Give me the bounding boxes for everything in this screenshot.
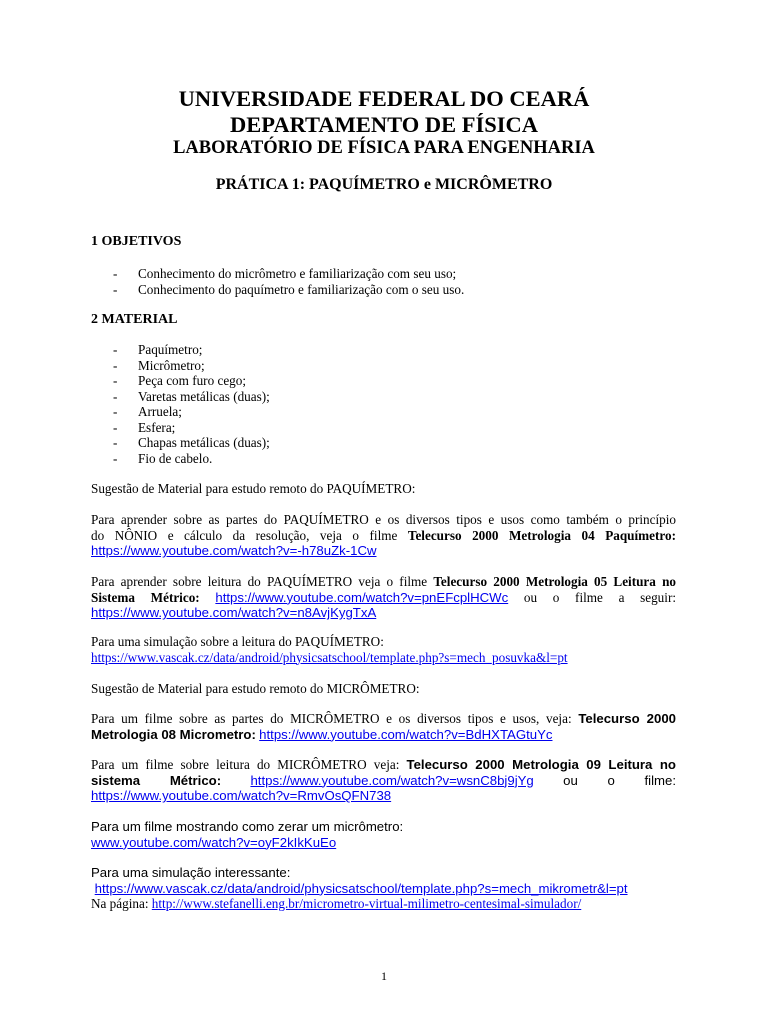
practice-title: PRÁTICA 1: PAQUÍMETRO e MICRÔMETRO	[215, 176, 553, 193]
paq-reading-tail: ou o filme a seguir:	[523, 589, 676, 605]
mic-reading-film-title: Telecurso 2000 Metrologia 09 Leitura no	[406, 757, 676, 772]
material-heading: 2 MATERIAL	[91, 312, 178, 327]
mic-parts-paragraph	[91, 711, 676, 742]
mic-reading-line	[91, 773, 676, 789]
paq-parts-film-title: Telecurso 2000 Metrologia 04 Paquímetro:	[407, 527, 677, 543]
mic-reading-film-title-end: sistema Métrico:	[91, 772, 222, 788]
paq-reading-paragraph	[91, 574, 676, 621]
mic-page-label: Na página:	[91, 896, 149, 911]
page-number: 1	[381, 969, 387, 983]
paq-parts-link[interactable]: https://www.youtube.com/watch?v=-h78uZk-1Cw	[91, 543, 377, 558]
list-item: - Arruela;	[113, 404, 270, 420]
mic-parts-text: Para um filme sobre as partes do MICRÔMETRO e os diversos tipos e usos, veja:	[91, 711, 572, 726]
mic-reading-line	[91, 757, 676, 773]
mic-reading-text: Para um filme sobre leitura do MICRÔMETRO veja:	[91, 757, 400, 772]
list-item: - Peça com furo cego;	[113, 373, 270, 389]
mic-parts-link[interactable]: https://www.youtube.com/watch?v=BdHXTAGtuYc	[259, 726, 553, 742]
paq-intro: Sugestão de Material para estudo remoto do PAQUÍMETRO:	[91, 481, 416, 496]
paq-simulation-link[interactable]: https://www.vascak.cz/data/android/physicsatschool/template.php?s=mech_posuvka&l=pt	[91, 649, 568, 665]
paq-simulation-paragraph	[91, 634, 676, 665]
paq-reading-film-title: Telecurso 2000 Metrologia 05 Leitura no	[433, 574, 676, 589]
paq-parts-line	[91, 528, 676, 544]
mic-parts-film-title-end: Metrologia 08 Micrometro:	[91, 726, 256, 742]
mic-page-line	[91, 896, 676, 912]
mic-parts-line	[91, 727, 676, 743]
list-item: - Varetas metálicas (duas);	[113, 389, 270, 405]
mic-simulation-text: Para uma simulação interessante:	[91, 865, 291, 880]
paq-reading-link-2[interactable]: https://www.youtube.com/watch?v=n8AvjKygTxA	[91, 605, 377, 620]
mic-reading-tail: ou o filme:	[563, 772, 677, 788]
mic-page-link[interactable]: http://www.stefanelli.eng.br/micrometro-virtual-milimetro-centesimal-simulador/	[151, 896, 582, 911]
paq-parts-text: do NÔNIO e cálculo da resolução, veja o filme	[91, 527, 398, 543]
paq-reading-film-title-end: Sistema Métrico:	[91, 589, 200, 605]
mic-parts-film-title: Telecurso 2000	[578, 711, 677, 726]
mic-reading-paragraph	[91, 757, 676, 804]
lab-title: LABORATÓRIO DE FÍSICA PARA ENGENHARIA	[173, 138, 595, 158]
mic-simulation-paragraph	[91, 865, 676, 912]
mic-zero-link[interactable]: www.youtube.com/watch?v=oyF2kIkKuEo	[91, 834, 337, 850]
list-item: - Conhecimento do micrômetro e familiarização com seu uso;	[113, 266, 464, 282]
paq-parts-line: Para aprender sobre as partes do PAQUÍMETRO e os diversos tipos e usos como também o princípio	[91, 512, 676, 527]
mic-zero-paragraph	[91, 819, 676, 850]
objectives-heading: 1 OBJETIVOS	[91, 234, 182, 249]
material-list	[113, 342, 270, 466]
mic-reading-link-1[interactable]: https://www.youtube.com/watch?v=wsnC8bj9jYg	[250, 772, 534, 788]
university-title: UNIVERSIDADE FEDERAL DO CEARÁ	[178, 86, 590, 111]
mic-zero-text: Para um filme mostrando como zerar um micrômetro:	[91, 819, 404, 834]
paq-reading-link-1[interactable]: https://www.youtube.com/watch?v=pnEFcplHCWc	[215, 589, 509, 605]
list-item: - Micrômetro;	[113, 358, 270, 374]
paq-reading-text: Para aprender sobre leitura do PAQUÍMETRO veja o filme	[91, 574, 428, 589]
department-title: DEPARTAMENTO DE FÍSICA	[230, 112, 538, 137]
mic-parts-line	[91, 711, 676, 727]
paq-parts-paragraph	[91, 512, 676, 559]
paq-reading-line	[91, 574, 676, 590]
list-item: - Esfera;	[113, 420, 270, 436]
paq-reading-line	[91, 590, 676, 606]
mic-intro: Sugestão de Material para estudo remoto do MICRÔMETRO:	[91, 681, 420, 696]
list-item: - Paquímetro;	[113, 342, 270, 358]
objectives-list	[113, 266, 464, 297]
list-item: - Chapas metálicas (duas);	[113, 435, 270, 451]
list-item: - Conhecimento do paquímetro e familiarização com o seu uso.	[113, 282, 464, 298]
mic-reading-link-2[interactable]: https://www.youtube.com/watch?v=RmvOsQFN738	[91, 788, 392, 803]
mic-simulation-link[interactable]: https://www.vascak.cz/data/android/physicsatschool/template.php?s=mech_mikrometr&l=pt	[94, 880, 628, 896]
paq-simulation-text: Para uma simulação sobre a leitura do PAQUÍMETRO:	[91, 634, 384, 649]
list-item: - Fio de cabelo.	[113, 451, 270, 467]
